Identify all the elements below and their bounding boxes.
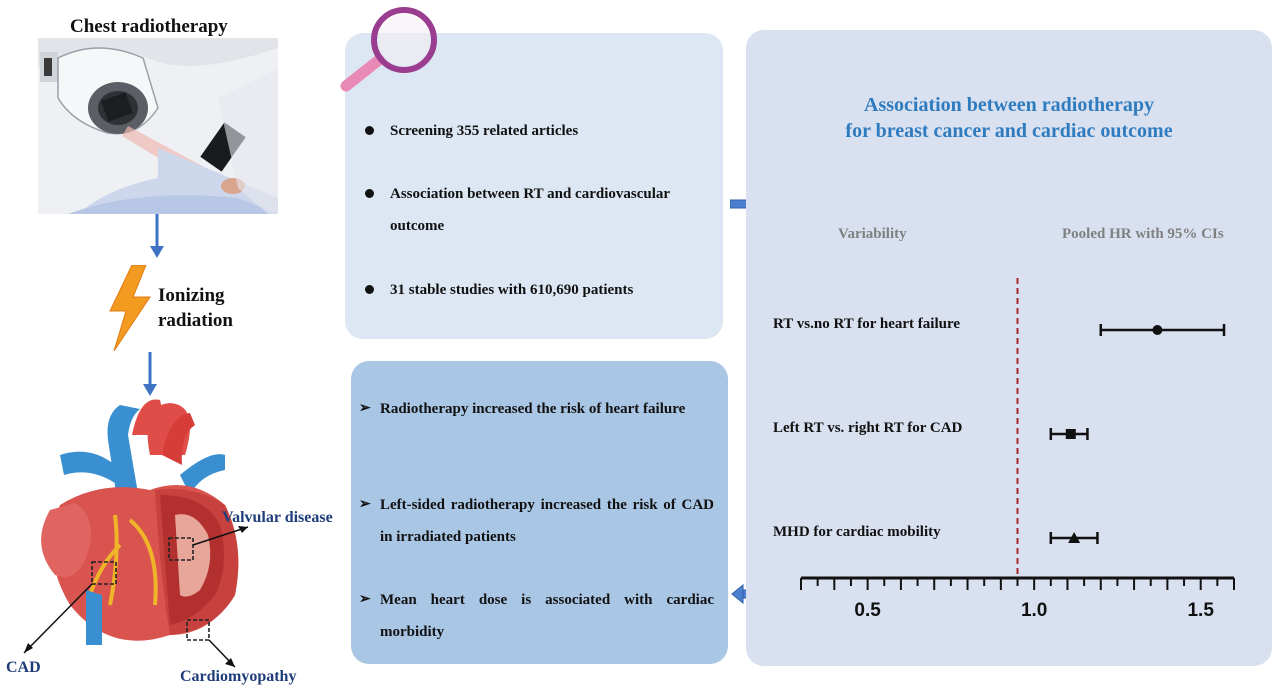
pooled-hr-header: Pooled HR with 95% CIs	[1062, 226, 1224, 242]
row-label-mhd: MHD for cardiac mobility	[773, 524, 941, 540]
forest-plot	[746, 30, 1272, 666]
list-item: ➢ Mean heart dose is associated with cardiac morbidity	[359, 584, 714, 648]
magnifier-icon	[334, 4, 442, 96]
association-panel	[746, 30, 1272, 666]
ionizing-radiation-label: Ionizing radiation	[158, 285, 233, 331]
cad-label: CAD	[6, 659, 41, 676]
arrowhead-bullet-icon: ➢	[359, 592, 371, 607]
radiotherapy-title: Chest radiotherapy	[70, 16, 228, 37]
variability-header: Variability	[838, 226, 907, 242]
lightning-bolt-icon	[108, 265, 152, 351]
cardiomyopathy-label: Cardiomyopathy	[180, 668, 297, 685]
row-label-cad: Left RT vs. right RT for CAD	[773, 420, 963, 436]
point-estimate-marker	[1066, 429, 1076, 439]
radiotherapy-machine-illustration	[38, 38, 278, 214]
heart-illustration	[20, 395, 355, 685]
findings-panel	[351, 361, 728, 664]
down-arrow-icon	[140, 352, 160, 398]
list-item: ➢ Radiotherapy increased the risk of heart failure	[359, 393, 714, 425]
association-title: Association between radiotherapy for breast cancer and cardiac outcome	[845, 94, 1173, 142]
x-tick-label: 1.5	[1187, 600, 1214, 621]
list-item: 31 stable studies with 610,690 patients	[365, 274, 710, 306]
list-item: Screening 355 related articles	[365, 115, 710, 147]
valvular-disease-label: Valvular disease	[222, 509, 333, 526]
x-tick-label: 0.5	[854, 600, 881, 621]
arrowhead-bullet-icon: ➢	[359, 497, 371, 512]
row-label-heart-failure: RT vs.no RT for heart failure	[773, 316, 961, 332]
list-item: ➢ Left-sided radiotherapy increased the risk of CAD in irradiated patients	[359, 489, 714, 553]
list-item: Association between RT and cardiovascular outcome	[365, 178, 710, 242]
point-estimate-marker	[1152, 325, 1162, 335]
x-tick-label: 1.0	[1020, 600, 1048, 621]
down-arrow-icon	[147, 214, 167, 260]
arrowhead-bullet-icon: ➢	[359, 401, 371, 416]
